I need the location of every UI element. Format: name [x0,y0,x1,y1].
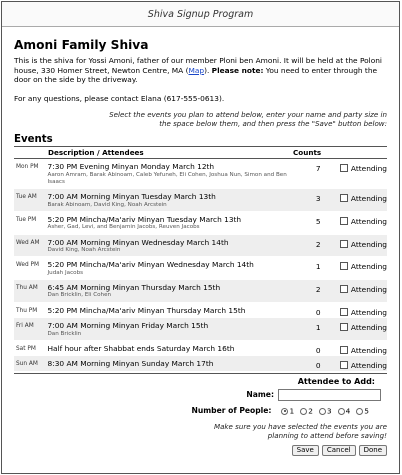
button-bar [14,445,387,456]
people-radio-label: 2 [308,406,313,416]
event-attendees: Dan Bricklin, Eli Cohen [47,292,112,299]
attending-option[interactable] [340,280,387,302]
event-row [14,189,387,212]
attending-option[interactable] [340,257,387,279]
event-day: Thu AM [16,284,38,291]
attending-label: Attending [350,239,387,249]
people-radio[interactable] [300,408,307,415]
attending-checkbox[interactable] [340,323,348,331]
event-row [14,356,387,372]
event-count: 7 [315,164,321,174]
intro-text: This is the shiva for Yossi Amoni, father of our member Ploni ben Amoni. It will be held at the Poloni house, 330 Homer Street, Newton Centre, MA ( [14,56,382,75]
event-day: Tue AM [16,194,37,201]
window-title: Shiva Signup Program [2,2,399,27]
attending-label: Attending [350,216,387,226]
event-day: Sat PM [16,345,36,352]
description-column-header: Description / Attendees [48,148,144,158]
note-text: You need to enter through the door on the side by the driveway. [14,65,378,85]
attending-label: Attending [350,164,387,174]
event-description [48,235,297,257]
event-description [48,356,297,371]
event-description [48,212,297,234]
event-attendees: David King, Noah Arcstein [47,247,121,253]
event-title: 8:30 AM Morning Minyan Sunday March 17th [47,359,214,369]
event-count: 0 [315,345,321,355]
name-row [14,388,387,402]
save-warning: Make sure you have selected the events you are planning to attend before saving! [213,421,387,440]
name-label: Name: [246,390,274,400]
event-day: Fri AM [16,323,34,330]
event-row [14,159,387,189]
events-table-header [14,147,387,159]
event-day: Wed PM [16,262,39,269]
instructions-text: Select the events you plan to attend below, enter your name and party size in the space below them, and then press the "Save" button below: [109,109,387,128]
page-title: Amoni Family Shiva [14,38,149,52]
event-row [14,257,387,280]
event-description [48,303,297,318]
people-radio-group [275,406,369,416]
people-radio[interactable] [281,408,288,415]
event-count: 2 [315,284,321,294]
people-radio-label: 3 [326,406,332,416]
event-description [48,280,297,302]
event-count: 2 [315,239,321,249]
event-title: 5:20 PM Mincha/Ma'ariv Minyan Tuesday March 13th [47,214,242,224]
event-attendees: Dan Bricklin [47,330,82,337]
event-row [14,318,387,341]
map-link[interactable]: Map [188,65,205,75]
event-description [48,257,297,279]
attending-label: Attending [350,323,387,333]
attending-option[interactable] [340,159,387,188]
events-rows [14,159,387,372]
attending-checkbox[interactable] [340,361,348,369]
attending-label: Attending [350,345,387,355]
attending-label: Attending [350,307,387,317]
event-day: Wed AM [16,239,40,246]
event-row [14,341,387,357]
attending-checkbox[interactable] [340,346,348,354]
app-window [1,1,400,474]
event-attendees: Aaron Amram, Barak Abinoam, Caleb Yefuneh, Eli Cohen, Joshua Nun, Simon and Ben Isaacs [47,171,287,185]
people-label: Number of People: [191,406,272,416]
attending-checkbox[interactable] [340,262,348,270]
intro-paragraph [14,56,387,85]
attending-checkbox[interactable] [340,194,348,202]
attending-option[interactable] [340,318,387,340]
event-count: 1 [315,323,321,333]
attending-option[interactable] [340,189,387,211]
events-table [14,146,387,372]
people-radio[interactable] [356,408,363,415]
day-column-header [14,147,48,158]
contact-text: For any questions, please contact Elana (617-555-0613). [14,93,225,103]
event-row [14,235,387,258]
attending-checkbox[interactable] [340,240,348,248]
main-content [2,38,399,456]
events-section-title: Events [14,134,53,146]
attending-checkbox[interactable] [340,217,348,225]
event-row [14,212,387,235]
event-description [48,318,297,340]
event-title: 7:30 PM Evening Minyan Monday March 12th [47,162,215,172]
attending-label: Attending [350,284,387,294]
event-title: 7:00 AM Morning Minyan Wednesday March 14th [47,237,229,247]
event-title: 6:45 AM Morning Minyan Thursday March 15th [47,282,221,292]
attending-option[interactable] [340,303,387,318]
event-day: Thu PM [16,307,38,314]
attending-option[interactable] [340,356,387,371]
event-attendees: Asher, Gad, Levi, and Benjamin Jacobs, Reuven Jacobs [47,224,200,231]
event-title: 5:20 PM Mincha/Ma'ariv Minyan Thursday March 15th [47,305,246,315]
event-count: 0 [315,307,321,317]
attending-checkbox[interactable] [340,285,348,293]
event-count: 5 [315,216,321,226]
event-description [48,189,297,211]
event-description [48,341,297,356]
done-button[interactable]: Done [359,445,387,456]
event-title: 7:00 AM Morning Minyan Tuesday March 13th [47,192,216,202]
event-title: 7:00 AM Morning Minyan Friday March 15th [47,321,209,331]
event-day: Tue PM [16,216,37,223]
event-count: 3 [315,194,321,204]
people-radio[interactable] [338,408,345,415]
people-radio[interactable] [319,408,326,415]
attending-label: Attending [350,361,387,371]
event-day: Sun AM [16,361,38,368]
event-row [14,280,387,303]
attending-checkbox[interactable] [340,308,348,316]
event-title: 5:20 PM Mincha/Ma'ariv Minyan Wednesday March 14th [47,260,254,270]
event-count: 1 [315,262,321,272]
event-row [14,303,387,319]
attending-label: Attending [350,262,387,272]
intro-text-end: ). [204,65,212,75]
people-radio-label: 5 [364,406,369,416]
attending-checkbox[interactable] [340,164,348,172]
attending-label: Attending [350,194,387,204]
event-attendees: Barak Abinoam, David King, Noah Arcstein [47,201,167,208]
attending-option[interactable] [340,235,387,257]
save-button[interactable]: Save [292,445,319,456]
name-input[interactable] [278,389,381,401]
note-label: Please note: [211,65,264,75]
event-description [48,159,297,188]
cancel-button[interactable]: Cancel [322,445,356,456]
event-count: 0 [315,361,321,371]
people-radio-label: 4 [345,406,351,416]
add-attendee-title: Attendee to Add: [14,373,387,388]
people-row [14,404,387,418]
event-attendees: Judah Jacobs [47,269,84,276]
attending-option[interactable] [340,212,387,234]
event-title: Half hour after Shabbat ends Saturday March 16th [47,343,235,353]
people-radio-label: 1 [289,406,295,416]
attending-option[interactable] [340,341,387,356]
event-day: Mon PM [16,164,39,171]
counts-column-header: Counts [293,148,322,158]
